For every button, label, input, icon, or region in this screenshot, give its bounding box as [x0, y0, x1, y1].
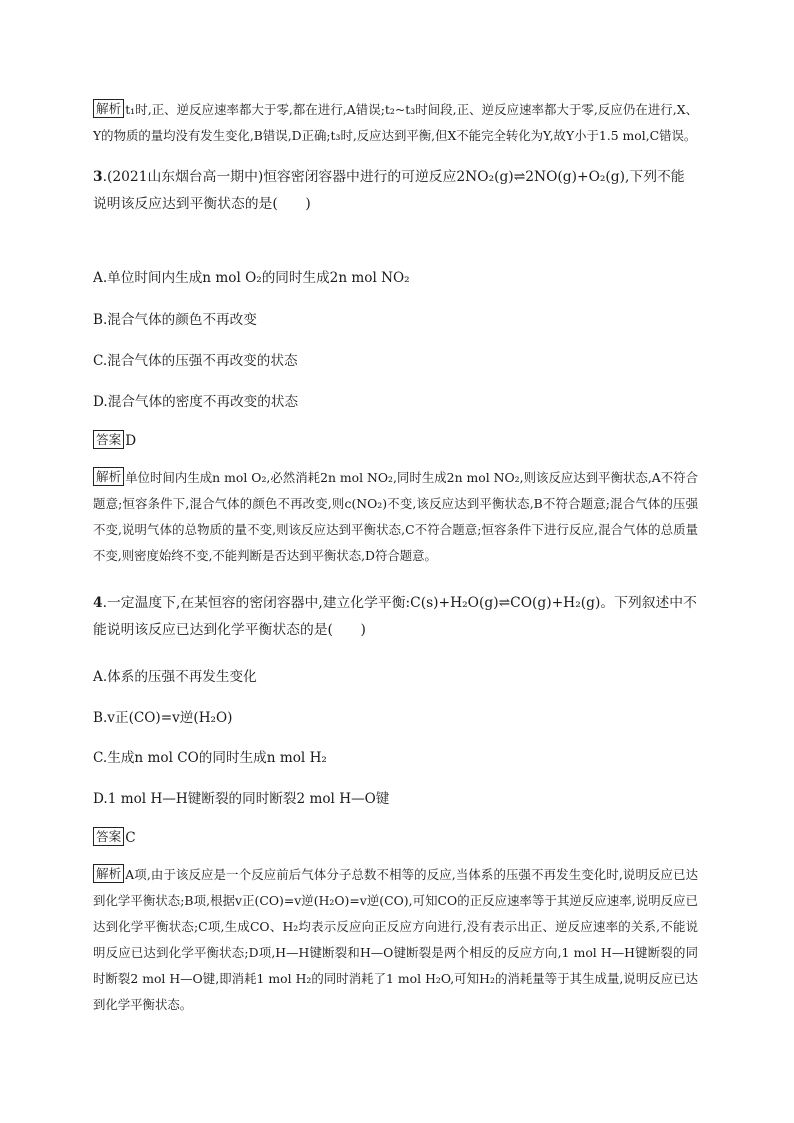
- question-3-stem: [93, 164, 698, 218]
- analysis-label: 解析: [93, 864, 124, 883]
- question-4-option-b: B.v正(CO)=v逆(H₂O): [93, 710, 233, 726]
- question-4-option-a: A.体系的压强不再发生变化: [93, 669, 257, 685]
- question-4-number: 4: [93, 595, 103, 611]
- question-3-analysis: [93, 465, 698, 569]
- question-4-option-d: D.1 mol H—H键断裂的同时断裂2 mol H—O键: [93, 791, 390, 807]
- question-4-answer: [93, 827, 703, 846]
- question-3-answer: [93, 430, 703, 449]
- question-3-option-a: A.单位时间内生成n mol O₂的同时生成2n mol NO₂: [93, 270, 410, 286]
- answer-label: 答案: [93, 827, 124, 846]
- question-4-stem-text: .一定温度下,在某恒容的密闭容器中,建立化学平衡:C(s)+H₂O(g)⇌CO(g)+H₂(g)。下列叙述中不能说明该反应已达到化学平衡状态的是( ): [93, 595, 697, 638]
- question-4-answer-value: C: [125, 830, 136, 846]
- question-3-analysis-text: 单位时间内生成n mol O₂,必然消耗2n mol NO₂,同时生成2n mol NO₂,则该反应达到平衡状态,A不符合题意;恒容条件下,混合气体的颜色不再改变,则c(NO₂)不变,该反应达到平衡状态,B不符合题意;混合气体的压强不变,说明气体的总物质的量不变,则该反应达到平衡状态,C不符合题意;恒容条件下进行反应,混合气体的总质量不变,则密度始终不变,不能判断是否达到平衡状态,D符合题意。: [93, 470, 698, 563]
- question-3-stem-text: .(2021山东烟台高一期中)恒容密闭容器中进行的可逆反应2NO₂(g)⇌2NO(g)+O₂(g),下列不能说明该反应达到平衡状态的是( ): [93, 169, 685, 212]
- answer-label: 答案: [93, 430, 124, 449]
- analysis-label: 解析: [93, 99, 124, 118]
- question-3-answer-value: D: [125, 433, 137, 449]
- prev-analysis: [93, 97, 698, 149]
- question-4-analysis: [93, 862, 698, 1018]
- analysis-label: 解析: [93, 467, 124, 486]
- question-4-analysis-text: A项,由于该反应是一个反应前后气体分子总数不相等的反应,当体系的压强不再发生变化时,说明反应已达到化学平衡状态;B项,根据v正(CO)=v逆(H₂O)=v逆(CO),可知CO的正反应速率等于其逆反应速率,说明反应已达到化学平衡状态;C项,生成CO、H₂均表示反应向正反应方向进行,没有表示出正、逆反应速率的关系,不能说明反应已达到化学平衡状态;D项,H—H键断裂和H—O键断裂是两个相反的反应方向,1 mol H—H键断裂的同时断裂2 mol H—O键,即消耗1 mol H₂的同时消耗了1 mol H₂O,可知H₂的消耗量等于其生成量,说明反应已达到化学平衡状态。: [93, 867, 698, 1012]
- question-3-number: 3: [93, 169, 103, 185]
- question-3-option-d: D.混合气体的密度不再改变的状态: [93, 394, 299, 410]
- question-4-option-c: C.生成n mol CO的同时生成n mol H₂: [93, 750, 327, 766]
- question-3-option-c: C.混合气体的压强不再改变的状态: [93, 353, 298, 369]
- question-3-option-b: B.混合气体的颜色不再改变: [93, 312, 257, 328]
- question-4-stem: [93, 590, 698, 644]
- prev-analysis-text: t₁时,正、逆反应速率都大于零,都在进行,A错误;t₂~t₃时间段,正、逆反应速率都大于零,反应仍在进行,X、Y的物质的量均没有发生变化,B错误,D正确;t₃时,反应达到平衡,但X不能完全转化为Y,故Y小于1.5 mol,C错误。: [93, 102, 698, 143]
